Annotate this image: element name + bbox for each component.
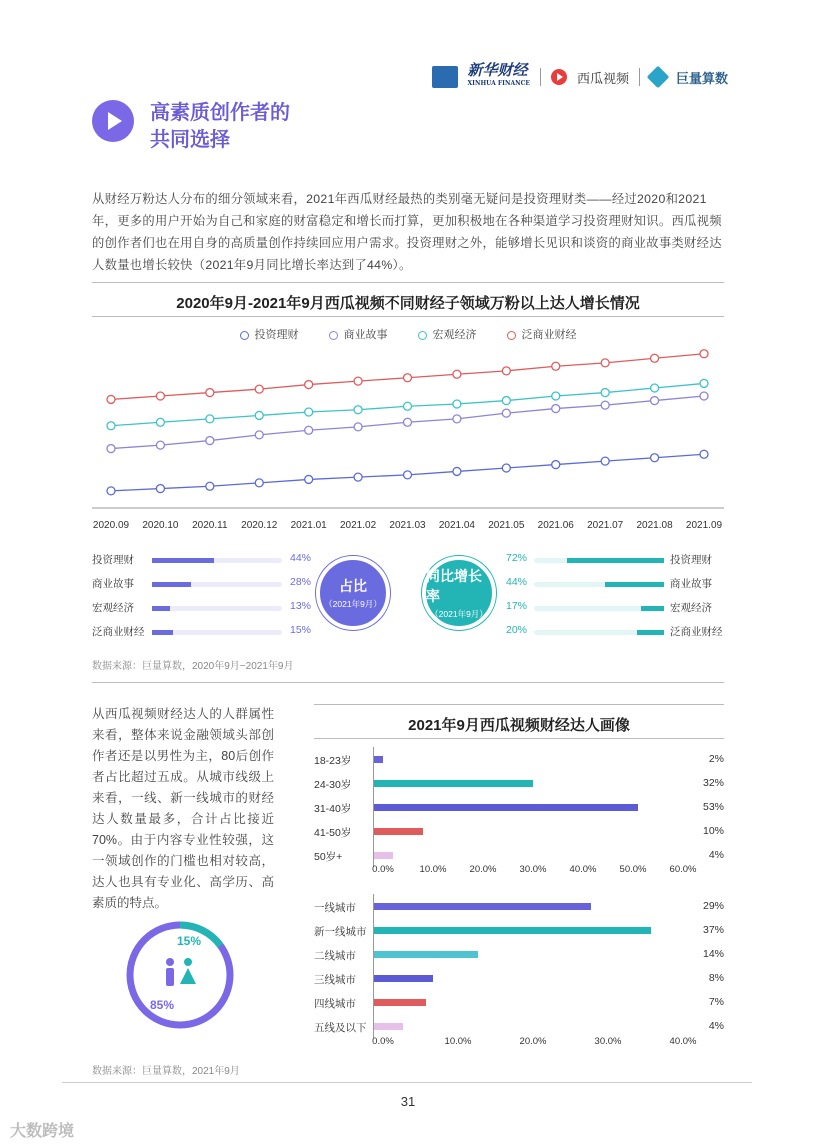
chart2-title: 2021年9月西瓜视频财经达人画像 xyxy=(408,717,630,734)
bar-category-label: 三线城市 xyxy=(314,974,356,986)
x-tick-label: 2021.02 xyxy=(340,520,377,531)
data-point xyxy=(552,392,560,400)
data-point xyxy=(502,409,510,417)
growth-value: 72% xyxy=(506,552,528,564)
bar xyxy=(373,927,651,934)
x-tick-label: 2021.05 xyxy=(488,520,525,531)
data-point xyxy=(354,473,362,481)
footer-rule xyxy=(62,1082,752,1083)
x-tick-label: 30.0% xyxy=(519,864,547,875)
female-pct-label: 15% xyxy=(177,934,202,948)
data-point xyxy=(502,397,510,405)
bar-category-label: 四线城市 xyxy=(314,998,356,1010)
share-value: 13% xyxy=(290,600,312,612)
data-point xyxy=(552,461,560,469)
bar xyxy=(373,975,433,982)
data-point xyxy=(255,479,263,487)
data-point xyxy=(305,475,313,483)
data-point xyxy=(700,450,708,458)
data-point xyxy=(305,426,313,434)
series-商业故事 xyxy=(107,392,708,453)
section-title: 高素质创作者的 共同选择 xyxy=(150,102,290,151)
data-point xyxy=(354,406,362,414)
growth-category-label: 商业故事 xyxy=(670,578,712,590)
data-point xyxy=(107,487,115,495)
bar-category-label: 50岁+ xyxy=(314,851,343,863)
data-point xyxy=(601,389,609,397)
share-category-label: 泛商业财经 xyxy=(92,626,145,638)
growth-bar xyxy=(605,582,664,587)
growth-circle: 同比增长率 （2021年9月） xyxy=(422,556,496,630)
data-point xyxy=(305,381,313,389)
share-value: 28% xyxy=(290,576,312,588)
share-circle: 占比 （2021年9月） xyxy=(316,556,390,630)
data-point xyxy=(255,431,263,439)
bar-value: 2% xyxy=(708,753,724,765)
data-point xyxy=(502,464,510,472)
data-point xyxy=(107,395,115,403)
x-tick-label: 2020.11 xyxy=(192,520,228,531)
bar-category-label: 24-30岁 xyxy=(314,779,352,791)
x-tick-label: 60.0% xyxy=(669,864,697,875)
share-value: 44% xyxy=(290,552,312,564)
bar-category-label: 新一线城市 xyxy=(314,926,367,938)
legend-label: 投资理财 xyxy=(254,329,299,341)
x-tick-label: 2020.09 xyxy=(92,520,130,531)
growth-value: 44% xyxy=(506,576,528,588)
x-tick-label: 30.0% xyxy=(594,1036,622,1047)
divider xyxy=(314,704,724,705)
data-point xyxy=(651,397,659,405)
x-tick-label: 40.0% xyxy=(569,864,597,875)
x-tick-label: 20.0% xyxy=(469,864,497,875)
data-point xyxy=(700,350,708,358)
share-category-label: 商业故事 xyxy=(92,578,134,590)
data-point xyxy=(156,392,164,400)
data-point xyxy=(651,354,659,362)
share-category-label: 宏观经济 xyxy=(92,602,134,614)
x-tick-label: 0.0% xyxy=(372,864,394,875)
bar-value: 10% xyxy=(702,825,724,837)
legend-label: 泛商业财经 xyxy=(521,329,577,341)
data-point xyxy=(107,422,115,430)
data-point xyxy=(552,405,560,413)
y-axis-line xyxy=(373,894,374,1038)
divider xyxy=(92,682,724,683)
data-point xyxy=(453,467,461,475)
bar xyxy=(373,999,426,1006)
growth-category-label: 宏观经济 xyxy=(670,602,712,614)
intro-paragraph: 从财经万粉达人分布的细分领域来看，2021年西瓜财经最热的类别毫无疑问是投资理财类——经过2020和2021年，更多的用户开始为自己和家庭的财富稳定和增长而打算，更加积极地在各种渠道学习投资理财知识。西瓜视频的创作者们也在用自身的高质量创作持续回应用户需求。投资理财之外，能够增长见识和谈资的商业故事类财经达人数量也增长较快（2021年9月同比增长率达到了44%）。 xyxy=(92,192,722,272)
bar-value: 29% xyxy=(702,900,724,912)
data-point xyxy=(107,445,115,453)
bar xyxy=(373,1023,403,1030)
growth-category-label: 投资理财 xyxy=(670,554,712,566)
x-tick-label: 2020.12 xyxy=(241,520,278,531)
x-tick-label: 2021.08 xyxy=(636,520,673,531)
x-tick-label: 40.0% xyxy=(669,1036,697,1047)
juliang-logo-text: 巨量算数 xyxy=(675,70,728,86)
data-point xyxy=(601,457,609,465)
growth-bar xyxy=(637,630,664,635)
share-bar xyxy=(152,558,214,563)
gender-icon xyxy=(162,958,198,993)
bar xyxy=(373,903,591,910)
growth-value: 20% xyxy=(506,624,528,636)
bar-value: 14% xyxy=(702,948,724,960)
divider xyxy=(314,738,724,739)
bar-value: 8% xyxy=(708,972,724,984)
x-tick-label: 2021.03 xyxy=(389,520,426,531)
bar-value: 32% xyxy=(702,777,724,789)
data-point xyxy=(651,384,659,392)
data-point xyxy=(354,423,362,431)
bar xyxy=(373,951,478,958)
bar xyxy=(373,828,423,835)
bar-category-label: 五线及以下 xyxy=(314,1022,367,1034)
y-axis-line xyxy=(373,747,374,867)
source-note-2: 数据来源：巨量算数，2021年9月 xyxy=(92,1066,240,1077)
xigua-logo-text: 西瓜视频 xyxy=(576,70,629,86)
growth-bar xyxy=(567,558,664,563)
share-bar xyxy=(152,630,173,635)
x-tick-label: 2021.09 xyxy=(685,520,723,531)
data-point xyxy=(156,441,164,449)
data-point xyxy=(206,389,214,397)
x-tick-label: 2021.07 xyxy=(587,520,624,531)
page-number: 31 xyxy=(400,1094,416,1109)
data-point xyxy=(404,374,412,382)
data-point xyxy=(601,359,609,367)
data-point xyxy=(404,471,412,479)
source-note-1: 数据来源：巨量算数，2020年9月~2021年9月 xyxy=(92,661,294,672)
bar xyxy=(373,756,383,763)
data-point xyxy=(305,408,313,416)
share-bar-track xyxy=(152,606,282,611)
bar-value: 4% xyxy=(708,849,724,861)
series-投资理财 xyxy=(107,450,708,495)
male-pct-label: 85% xyxy=(150,998,175,1012)
data-point xyxy=(156,485,164,493)
legend-label: 宏观经济 xyxy=(432,329,477,341)
bar-value: 37% xyxy=(702,924,724,936)
share-bar xyxy=(152,606,170,611)
data-point xyxy=(552,362,560,370)
growth-value: 17% xyxy=(506,600,528,612)
profile-paragraph: 从西瓜视频财经达人的人群属性来看，整体来说金融领域头部创作者还是以男性为主，80后创作者占比超过五成。从城市线级上来看，一线、新一线城市的财经达人数量最多，合计占比接近70%。由于内容专业性较强，这一领域创作的门槛也相对较高，达人也具有专业化、高学历、高素质的特点。 xyxy=(92,707,274,910)
data-point xyxy=(404,402,412,410)
share-category-label: 投资理财 xyxy=(92,554,134,566)
data-point xyxy=(206,415,214,423)
bar-category-label: 一线城市 xyxy=(314,902,356,914)
x-tick-label: 50.0% xyxy=(619,864,647,875)
data-point xyxy=(206,482,214,490)
x-tick-label: 2021.01 xyxy=(290,520,327,531)
data-point xyxy=(453,400,461,408)
data-point xyxy=(453,370,461,378)
x-tick-label: 20.0% xyxy=(519,1036,547,1047)
data-point xyxy=(206,437,214,445)
share-value: 15% xyxy=(290,624,312,636)
data-point xyxy=(651,454,659,462)
x-tick-label: 10.0% xyxy=(419,864,447,875)
data-point xyxy=(404,418,412,426)
data-point xyxy=(601,401,609,409)
data-point xyxy=(700,392,708,400)
watermark: 大数跨境 xyxy=(10,1123,75,1140)
data-point xyxy=(255,385,263,393)
bar-value: 4% xyxy=(708,1020,724,1032)
data-point xyxy=(453,415,461,423)
bar-value: 7% xyxy=(708,996,724,1008)
bar xyxy=(373,780,533,787)
bar-category-label: 二线城市 xyxy=(314,950,356,962)
data-point xyxy=(156,418,164,426)
bar-category-label: 41-50岁 xyxy=(314,827,352,839)
series-泛商业财经 xyxy=(107,350,708,404)
data-point xyxy=(354,377,362,385)
chart1-title: 2020年9月-2021年9月西瓜视频不同财经子领域万粉以上达人增长情况 xyxy=(176,295,640,312)
data-point xyxy=(255,411,263,419)
xinhua-finance-logo: 新华财经 XINHUA FINANCE xyxy=(467,61,530,87)
share-bar xyxy=(152,582,191,587)
data-point xyxy=(502,367,510,375)
bar-category-label: 31-40岁 xyxy=(314,803,352,815)
x-tick-label: 2021.06 xyxy=(537,520,574,531)
x-tick-label: 2020.10 xyxy=(142,520,179,531)
bar xyxy=(373,804,638,811)
x-tick-label: 2021.04 xyxy=(438,520,475,531)
x-tick-label: 0.0% xyxy=(372,1036,394,1047)
x-tick-label: 10.0% xyxy=(444,1036,472,1047)
bar-value: 53% xyxy=(702,801,724,813)
bar xyxy=(373,852,393,859)
data-point xyxy=(700,379,708,387)
bar-category-label: 18-23岁 xyxy=(314,755,352,767)
growth-category-label: 泛商业财经 xyxy=(670,626,723,638)
growth-bar xyxy=(641,606,664,611)
legend-label: 商业故事 xyxy=(343,329,388,341)
